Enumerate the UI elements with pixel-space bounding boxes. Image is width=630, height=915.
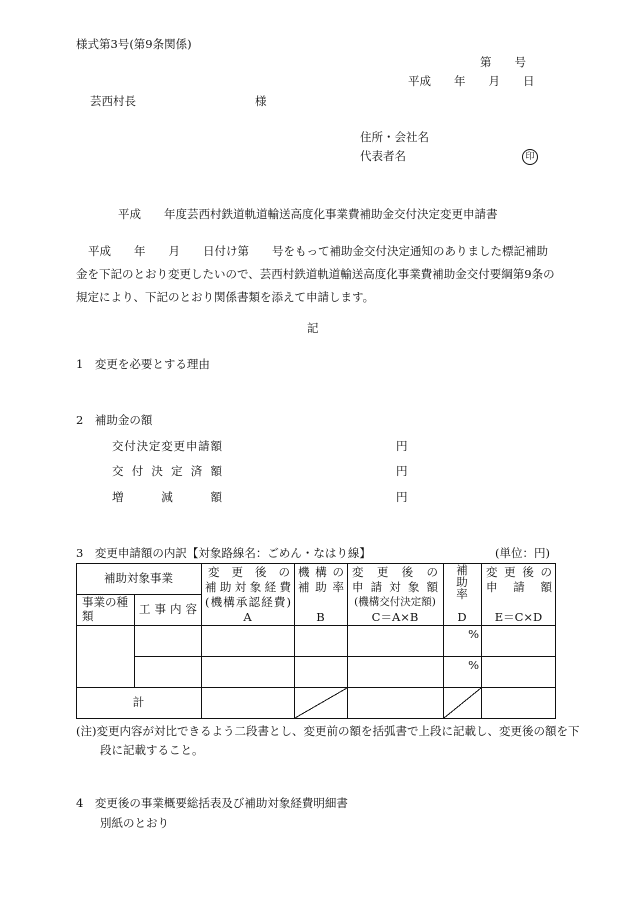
unit-note: (単位：円) [495, 546, 550, 560]
header-e: 変更後の [486, 565, 552, 579]
percent-sign: % [468, 658, 479, 672]
amount-row-unit: 円 [396, 464, 408, 478]
section-2-heading: 2 補助金の額 [76, 413, 153, 427]
section-4-subtext: 別紙のとおり [100, 816, 169, 830]
header-a: A [243, 610, 252, 624]
form-number: 様式第3号(第9条関係) [76, 37, 192, 51]
header-a: 補助対象経費 [205, 580, 291, 594]
header-project-type: 事業の種類 [82, 595, 128, 623]
header-d: 補 [456, 563, 468, 577]
representative-label: 代表者名 [360, 149, 406, 163]
addressee: 芸西村長 [90, 94, 136, 108]
addressee-honorific: 様 [255, 94, 267, 108]
header-a: (機構承認経費) [205, 595, 291, 609]
amount-row-label: 増減額 [112, 490, 222, 504]
header-e: E＝C×D [494, 610, 543, 624]
header-b: 機構の [298, 565, 344, 579]
percent-sign: % [468, 627, 479, 641]
total-label: 計 [132, 695, 145, 709]
header-a: 変更後の [208, 565, 290, 579]
date-line: 平成 年 月 日 [408, 74, 535, 88]
section-3-heading: 3 変更申請額の内訳【対象路線名：ごめん・なはり線】 [76, 546, 371, 560]
body-paragraph: 平成 年 月 日付け第 号をもって補助金交付決定通知のありました標記補助金を下記のとおり変更したいので、芸西村鉄道軌道輸送高度化事業費補助金交付要綱第9条の規定により、下記のとおり関係書類を添えて申請します。 [76, 244, 555, 304]
table-note: (注)変更内容が対比できるよう二段書とし、変更前の額を括弧書で上段に記載し、変更後の額を下段に記載すること。 [76, 724, 580, 757]
section-4-heading: 4 変更後の事業概要総括表及び補助対象経費明細書 [76, 796, 348, 810]
ki-heading: 記 [307, 321, 319, 335]
section-1-heading: 1 変更を必要とする理由 [76, 357, 210, 371]
header-e: 申請額 [486, 580, 552, 594]
document-title: 平成 年度芸西村鉄道軌道輸送高度化事業費補助金交付決定変更申請書 [118, 207, 498, 221]
header-b: 補助率 [298, 580, 344, 594]
amount-row-label: 交付決定済額 [112, 464, 222, 478]
breakdown-table [76, 563, 556, 719]
header-c: (機構交付決定額) [354, 596, 436, 608]
amount-row-unit: 円 [396, 490, 408, 504]
header-c: C＝A×B [371, 610, 419, 624]
document-number-line: 第 号 [480, 55, 526, 69]
header-d: D [457, 610, 467, 624]
header-c: 申請対象額 [352, 580, 438, 594]
header-d: 助 [456, 575, 468, 589]
header-b: B [316, 610, 325, 624]
header-work-content: 工事内容 [139, 602, 197, 616]
header-project: 補助対象事業 [104, 571, 173, 585]
address-label: 住所・会社名 [360, 130, 429, 144]
seal-mark: 印 [522, 149, 538, 165]
header-d: 率 [456, 587, 468, 601]
header-c: 変更後の [352, 565, 438, 579]
amount-row-label: 交付決定変更申請額 [112, 439, 222, 453]
amount-row-unit: 円 [396, 439, 408, 453]
